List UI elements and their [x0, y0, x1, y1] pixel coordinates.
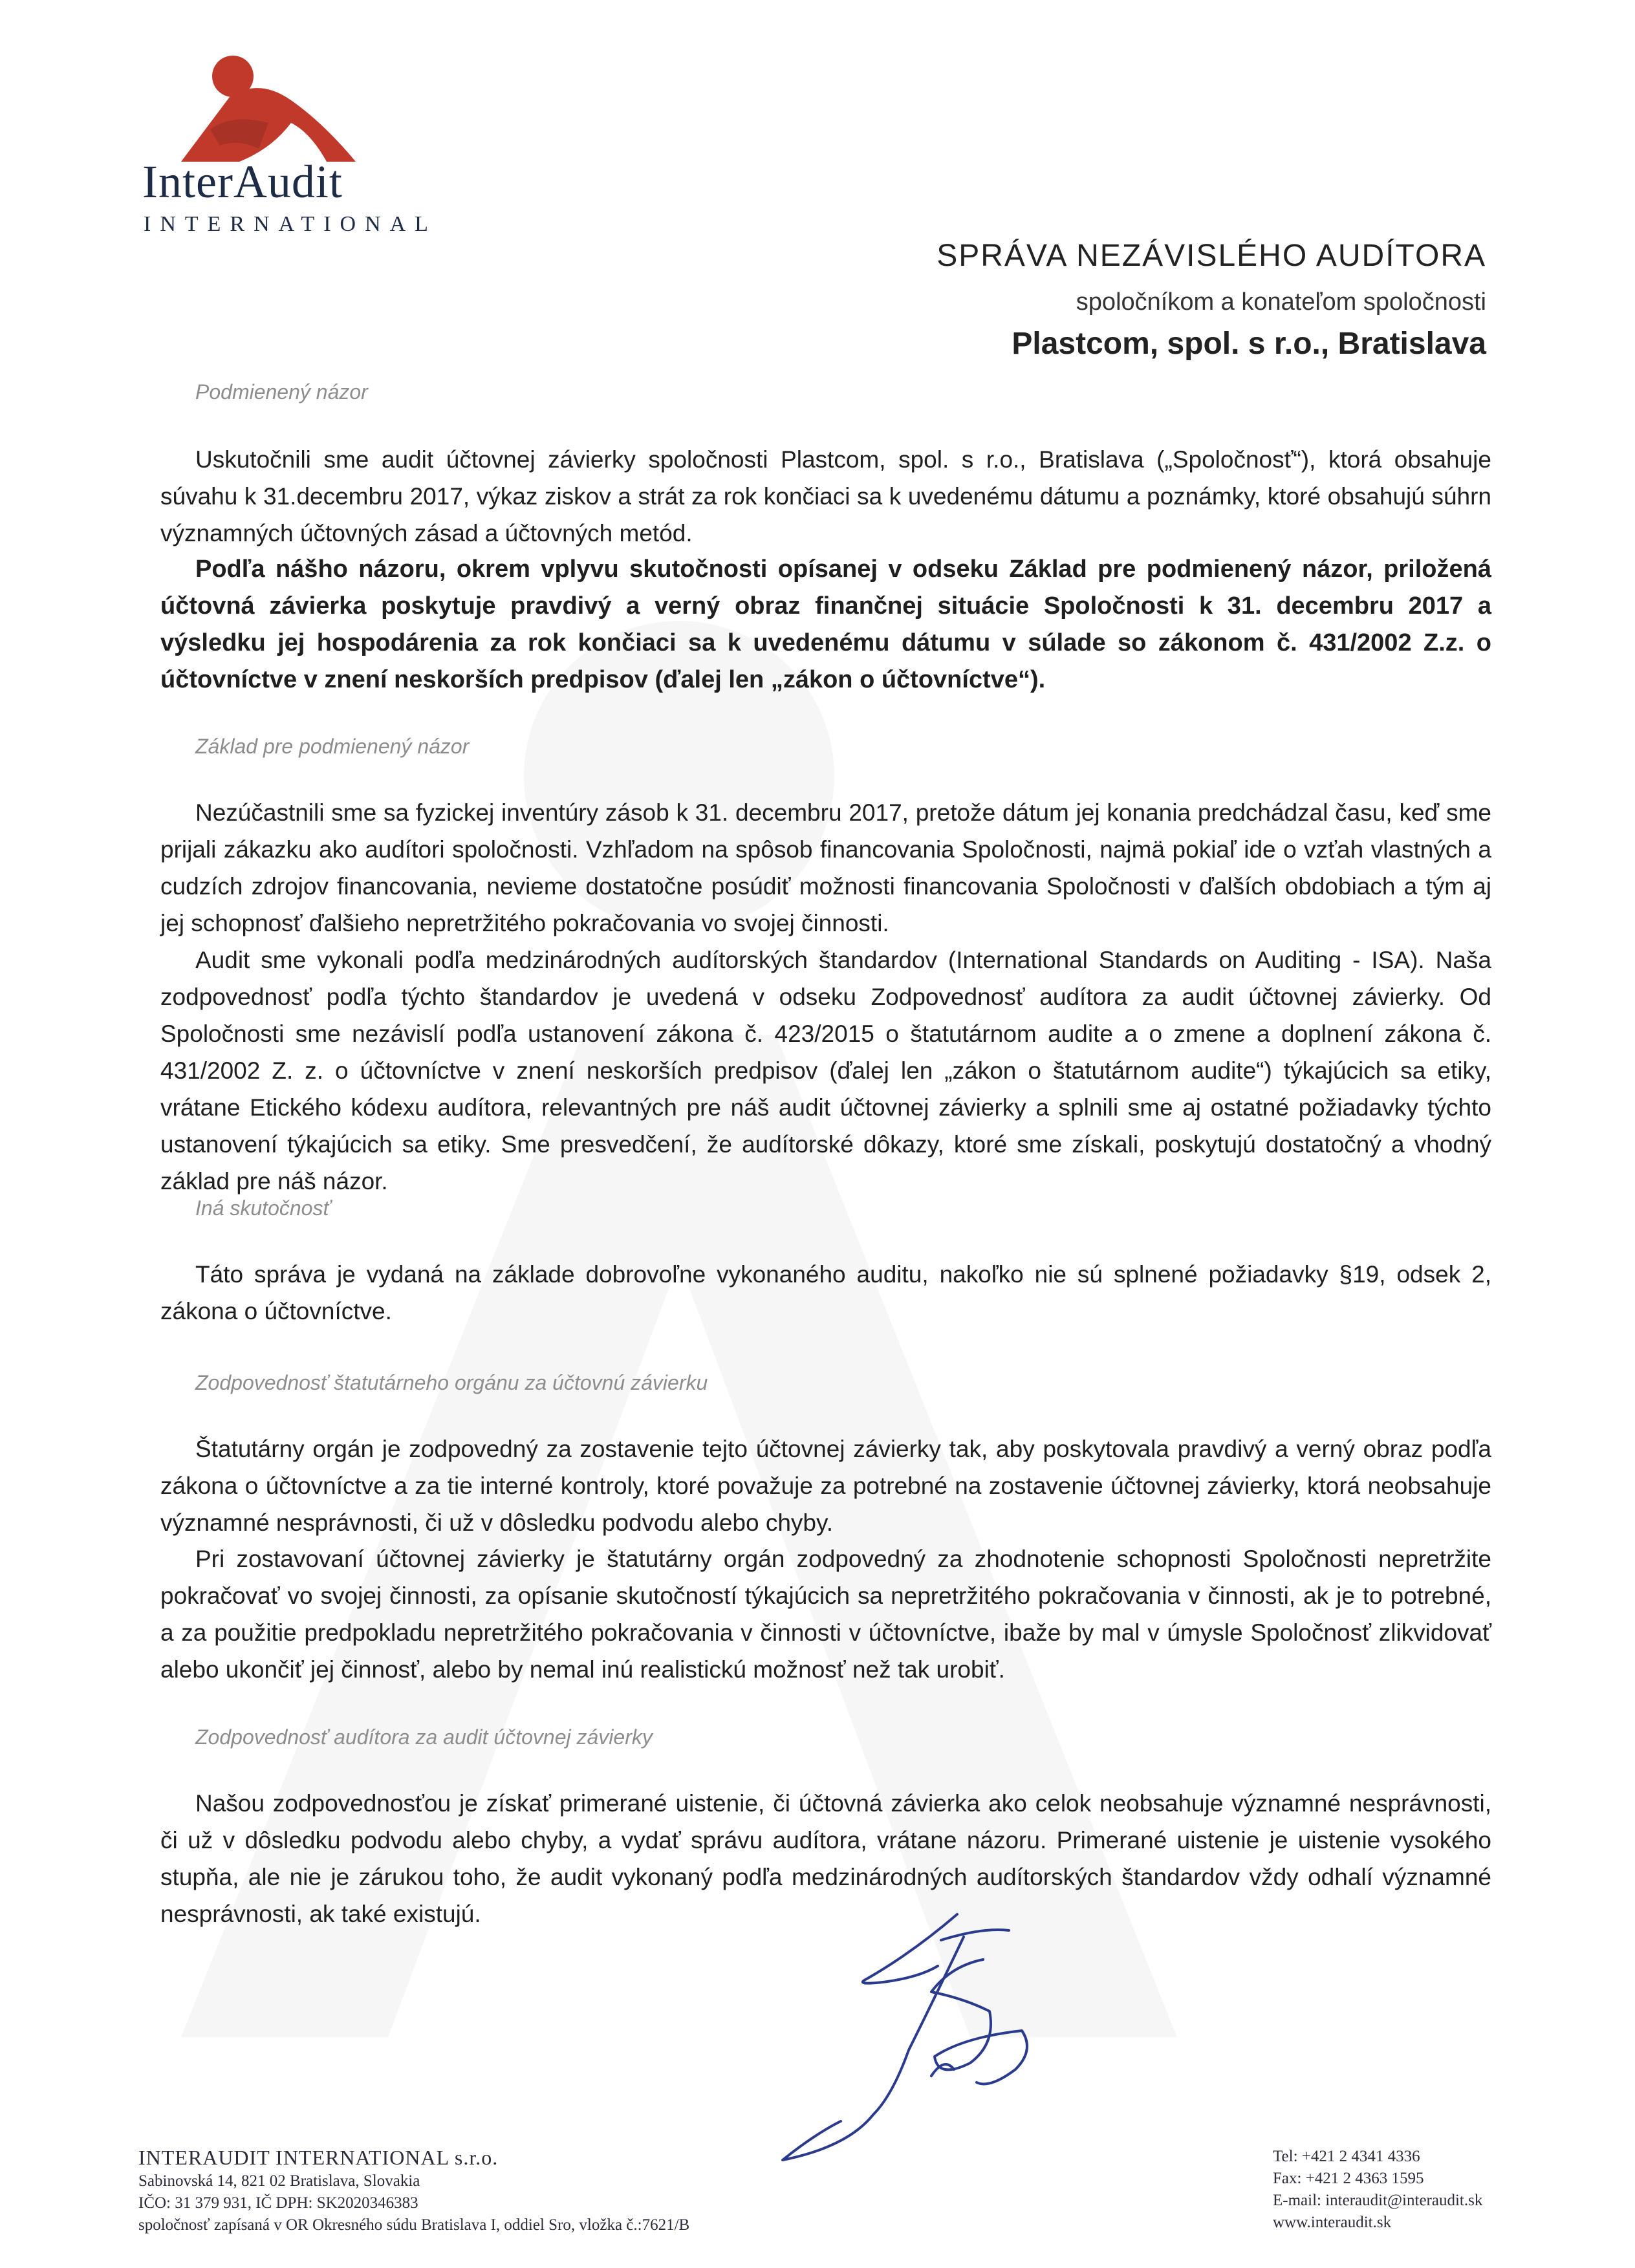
company-logo [129, 52, 437, 246]
opinion-paragraph-1: Uskutočnili sme audit účtovnej závierky spoločnosti Plastcom, spol. s r.o., Bratislava („Spoločnosť“), ktorá obsahuje súvahu k 31.decembru 2017, výkaz ziskov a strát za rok končiaci sa k uvedenému dátumu a poznámky, ktoré obsahujú súhrn významných účtovných zásad a účtovných metód. [160, 446, 1491, 546]
footer-fax: Fax: +421 2 4363 1595 [1273, 2170, 1424, 2187]
statutory-paragraph-1: Štatutárny orgán je zodpovedný za zostavenie tejto účtovnej závierky tak, aby poskytovala pravdivý a verný obraz podľa zákona o účtovníctve a za tie interné kontroly, ktoré považuje za potrebné na zostavenie účtovnej závierky, ktorá neobsahuje významné nesprávnosti, či už v dôsledku podvodu alebo chyby. [160, 1436, 1491, 1536]
footer-contacts [1273, 2146, 1482, 2234]
report-addressee: spoločníkom a konateľom spoločnosti [1076, 288, 1486, 316]
footer-website[interactable]: www.interaudit.sk [1273, 2214, 1392, 2231]
auditor-paragraph: Našou zodpovednosťou je získať primerané uistenie, či účtovná závierka ako celok neobsahuje významné nesprávnosti, či už v dôsledku podvodu alebo chyby, a vydať správu audítora, vrátane názoru. Primerané uistenie je uistenie vysokého stupňa, ale nie je zárukou toho, že audit vykonaný podľa medzinárodných audítorských štandardov vždy odhalí významné nesprávnosti, ak také existujú. [160, 1790, 1491, 1927]
footer-tel: Tel: +421 2 4341 4336 [1273, 2148, 1420, 2165]
heading-statutory-responsibility: Zodpovednosť štatutárneho orgánu za účtovnú závierku [195, 1371, 708, 1394]
heading-auditor-responsibility: Zodpovednosť audítora za audit účtovnej závierky [195, 1725, 653, 1749]
footer-email[interactable]: E-mail: interaudit@interaudit.sk [1273, 2192, 1483, 2209]
logo-mark [162, 52, 356, 162]
basis-paragraph-1: Nezúčastnili sme sa fyzickej inventúry zásob k 31. decembru 2017, pretože dátum jej konania predchádzal času, keď sme prijali zákazku ako audítori spoločnosti. Vzhľadom na spôsob financovania Spoločnosti, najmä pokiaľ ide o vzťah vlastných a cudzích zdrojov financovania, nevieme dostatočne posúdiť možnosti financovania Spoločnosti v ďalších obdobiach a tým aj jej schopnosť ďalšieho nepretržitého pokračovania vo svojej činnosti. [160, 799, 1491, 936]
heading-opinion: Podmienený názor [195, 380, 368, 404]
footer-address: Sabinovská 14, 821 02 Bratislava, Slovakia [138, 2172, 420, 2190]
logo-subtitle: INTERNATIONAL [144, 212, 437, 236]
footer-company-info [138, 2144, 689, 2236]
footer-registry: spoločnosť zapísaná v OR Okresného súdu Bratislava I, oddiel Sro, vložka č.:7621/B [138, 2216, 690, 2234]
other-matter-paragraph: Táto správa je vydaná na základe dobrovoľne vykonaného auditu, nakoľko nie sú splnené požiadavky §19, odsek 2, zákona o účtovníctve. [160, 1261, 1491, 1324]
heading-other-matter: Iná skutočnosť [195, 1196, 330, 1220]
opinion-paragraph-2: Podľa nášho názoru, okrem vplyvu skutočnosti opísanej v odseku Základ pre podmienený názor, priložená účtovná závierka poskytuje pravdivý a verný obraz finančnej situácie Spoločnosti k 31. decembru 2017 a výsledku jej hospodárenia za rok končiaci sa k uvedenému dátumu v súlade so zákonom č. 431/2002 Z.z. o účtovníctve v znení neskorších predpisov (ďalej len „zákon o účtovníctve“). [160, 556, 1491, 693]
statutory-paragraph-2: Pri zostavovaní účtovnej závierky je štatutárny orgán zodpovedný za zhodnotenie schopnosti Spoločnosti nepretržite pokračovať vo svojej činnosti, za opísanie skutočností týkajúcich sa nepretržitého pokračovania v činnosti, ak je to potrebné, a za použitie predpokladu nepretržitého pokračovania v činnosti v účtovníctve, ibaže by mal v úmysle Spoločnosť zlikvidovať alebo ukončiť jej činnosť, alebo by nemal inú realistickú možnosť než tak urobiť. [160, 1546, 1491, 1683]
heading-basis: Základ pre podmienený názor [195, 735, 470, 758]
footer-ids: IČO: 31 379 931, IČ DPH: SK2020346383 [138, 2194, 418, 2212]
report-company: Plastcom, spol. s r.o., Bratislava [1012, 327, 1486, 361]
basis-paragraph-2: Audit sme vykonali podľa medzinárodných audítorských štandardov (International Standards on Auditing - ISA). Naša zodpovednosť podľa týchto štandardov je uvedená v odseku Zodpovednosť audítora za audit účtovnej závierky. Od Spoločnosti sme nezávislí podľa ustanovení zákona č. 423/2015 o štatutárnom audite a o zmene a doplnení zákona č. 431/2002 Z. z. o účtovníctve v znení neskorších predpisov (ďalej len „zákon o štatutárnom audite“) týkajúcich sa etiky, vrátane Etického kódexu audítora, relevantných pre náš audit účtovnej závierky a splnili sme aj ostatné požiadavky týchto ustanovení týkajúcich sa etiky. Sme presvedčení, že audítorské dôkazy, ktoré sme získali, poskytujú dostatočný a vhodný základ pre náš názor. [160, 947, 1491, 1194]
report-title: SPRÁVA NEZÁVISLÉHO AUDÍTORA [937, 239, 1486, 273]
auditor-signature [770, 1901, 1145, 2173]
footer-company-name: INTERAUDIT INTERNATIONAL s.r.o. [138, 2146, 499, 2169]
logo-brand-name: InterAudit [142, 156, 343, 208]
